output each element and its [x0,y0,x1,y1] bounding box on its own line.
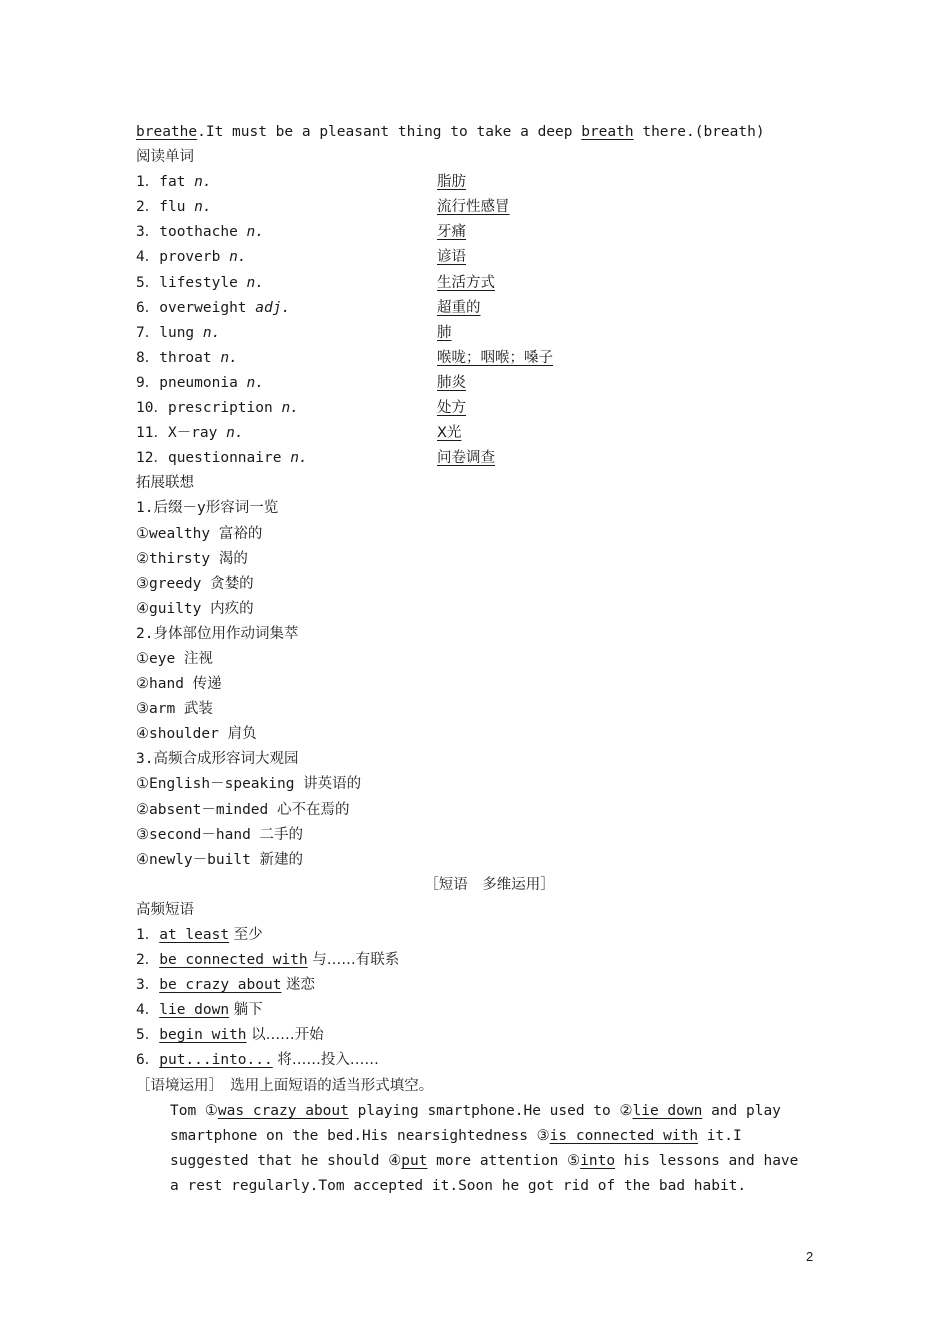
phrase-answer: put...into... [159,1052,273,1069]
vocab-answer: 问卷调查 [437,450,495,467]
expand-line: 1.后缀－y形容词一览 [136,500,279,517]
phrase-answer: at least [159,927,230,943]
expand-line: ④newly－built 新建的 [136,851,304,868]
expand-list [136,496,816,872]
expand-line: 3.高频合成形容词大观园 [136,751,299,768]
expand-line: ①wealthy 富裕的 [136,525,263,542]
vocab-answer: 肺炎 [437,374,466,391]
phrase-item: 3．be crazy about 迷恋 [136,977,316,994]
passage-answer: was crazy about [217,1102,349,1119]
reading-words-heading: 阅读单词 [136,149,194,166]
top-sentence: breathe.It must be a pleasant thing to take a deep breath there.(breath) [136,124,765,140]
passage-answer: is connected with [549,1127,699,1144]
vocab-item: 1．fat n. 脂肪 [136,170,816,195]
vocab-answer: 生活方式 [437,274,495,291]
vocab-answer: 处方 [437,400,466,417]
passage-answer: put [401,1152,428,1169]
expand-line: ③greedy 贪婪的 [136,575,254,592]
expand-line: ④guilty 内疚的 [136,600,254,617]
expand-line: ①English－speaking 讲英语的 [136,776,362,793]
passage-paragraph: Tom ①was crazy about playing smartphone.He used to ②lie down and play smartphone on the bed.His nearsightedness ③is connected with it.I suggested that he should ④put more attention ⑤into his lessons and have a rest regularly.Tom accepted it.Soon he got rid of the bad habit. [170,1102,799,1194]
section-title: ［短语 多维运用］ [424,876,555,893]
expand-line: ②thirsty 渴的 [136,550,248,567]
expand-line: ②hand 传递 [136,676,222,693]
vocab-item: 7．lung n. 肺 [136,321,816,346]
context-instruction: ［语境运用］ 选用上面短语的适当形式填空。 [136,1077,434,1094]
passage-answer: into [580,1152,616,1169]
page-number: 2 [806,1249,814,1264]
phrase-answer: lie down [159,1002,230,1019]
vocab-answer: 谚语 [437,249,466,266]
vocab-item: 12．questionnaire n. 问卷调查 [136,446,816,471]
expand-heading: 拓展联想 [136,475,194,492]
vocab-answer: 肺 [437,324,452,341]
vocab-answer: 流行性感冒 [437,199,510,216]
expand-line: ②absent－minded 心不在焉的 [136,801,350,818]
vocab-item: 5．lifestyle n. 生活方式 [136,271,816,296]
phrase-item: 1．at least 至少 [136,927,263,943]
document-page [136,120,816,1199]
vocab-list [136,170,816,471]
expand-line: ④shoulder 肩负 [136,726,257,743]
expand-line: 2.身体部位用作动词集萃 [136,625,299,642]
vocab-item: 9．pneumonia n. 肺炎 [136,371,816,396]
vocab-item: 6．overweight adj. 超重的 [136,296,816,321]
vocab-item: 4．proverb n. 谚语 [136,245,816,270]
vocab-item: 10．prescription n. 处方 [136,396,816,421]
vocab-answer: X光 [437,425,462,442]
answer-breath: breath [581,124,634,140]
phrase-answer: be crazy about [159,977,282,994]
expand-line: ①eye 注视 [136,650,213,667]
vocab-answer: 牙痛 [437,224,466,241]
vocab-item: 3．toothache n. 牙痛 [136,220,816,245]
expand-line: ③arm 武装 [136,701,213,718]
vocab-answer: 喉咙；咽喉；嗓子 [437,349,553,366]
phrase-heading: 高频短语 [136,901,194,918]
expand-line: ③second－hand 二手的 [136,826,304,843]
phrase-item: 4．lie down 躺下 [136,1002,263,1019]
vocab-answer: 超重的 [437,299,481,316]
phrase-answer: begin with [159,1027,247,1044]
phrase-item: 5．begin with 以……开始 [136,1027,324,1044]
phrase-list [136,923,816,1074]
vocab-item: 11．X－ray n. X光 [136,421,816,446]
vocab-item: 8．throat n. 喉咙；咽喉；嗓子 [136,346,816,371]
phrase-item: 6．put...into... 将……投入…… [136,1052,379,1069]
phrase-answer: be connected with [159,952,308,969]
vocab-item: 2．flu n. 流行性感冒 [136,195,816,220]
phrase-item: 2．be connected with 与……有联系 [136,952,400,969]
passage-answer: lie down [632,1102,703,1119]
answer-breathe: breathe [136,124,198,140]
vocab-answer: 脂肪 [437,174,466,191]
